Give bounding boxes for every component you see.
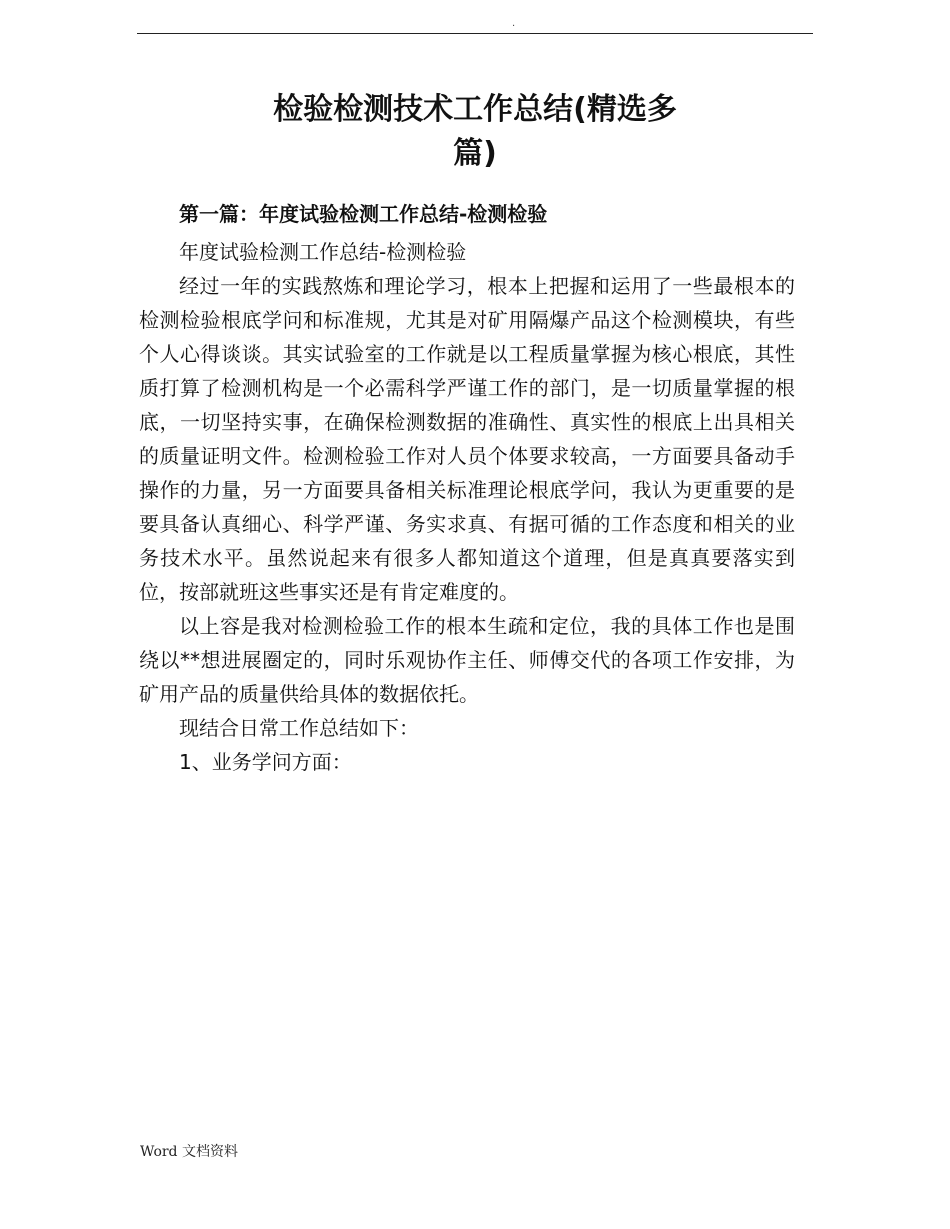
list-item-heading: 1、业务学问方面： [179,750,352,774]
sub-heading: 年度试验检测工作总结-检测检验 [179,240,467,264]
header-rule [137,33,813,34]
body-paragraph: 以上容是我对检测检验工作的根本生疏和定位，我的具体工作也是围绕以**想进展圈定的，同时乐观协作主任、师傅交代的各项工作安排，为矿用产品的质量供给具体的数据依托。 [139,614,795,706]
title-line-1: 检验检测技术工作总结(精选多 [273,92,677,127]
header-mark: . [512,18,516,29]
document-body [139,195,795,779]
title-line-2: 篇) [453,136,497,171]
body-paragraph: 经过一年的实践熬炼和理论学习，根本上把握和运用了一些最根本的检测检验根底学问和标准规，尤其是对矿用隔爆产品这个检测模块，有些个人心得谈谈。其实试验室的工作就是以工程质量掌握为核心根底，其性质打算了检测机构是一个必需科学严谨工作的部门，是一切质量掌握的根底，一切坚持实事，在确保检测数据的准确性、真实性的根底上出具相关的质量证明文件。检测检验工作对人员个体要求较高，一方面要具备动手操作的力量，另一方面要具备相关标准理论根底学问，我认为更重要的是要具备认真细心、科学严谨、务实求真、有据可循的工作态度和相关的业务技术水平。虽然说起来有很多人都知道这个道理，但是真真要落实到位，按部就班这些事实还是有肯定难度的。 [139,274,795,604]
document-title [200,88,750,176]
body-paragraph: 现结合日常工作总结如下： [179,716,419,740]
footer-label: Word 文档资料 [140,1144,238,1160]
section-heading: 第一篇：年度试验检测工作总结-检测检验 [179,202,548,226]
